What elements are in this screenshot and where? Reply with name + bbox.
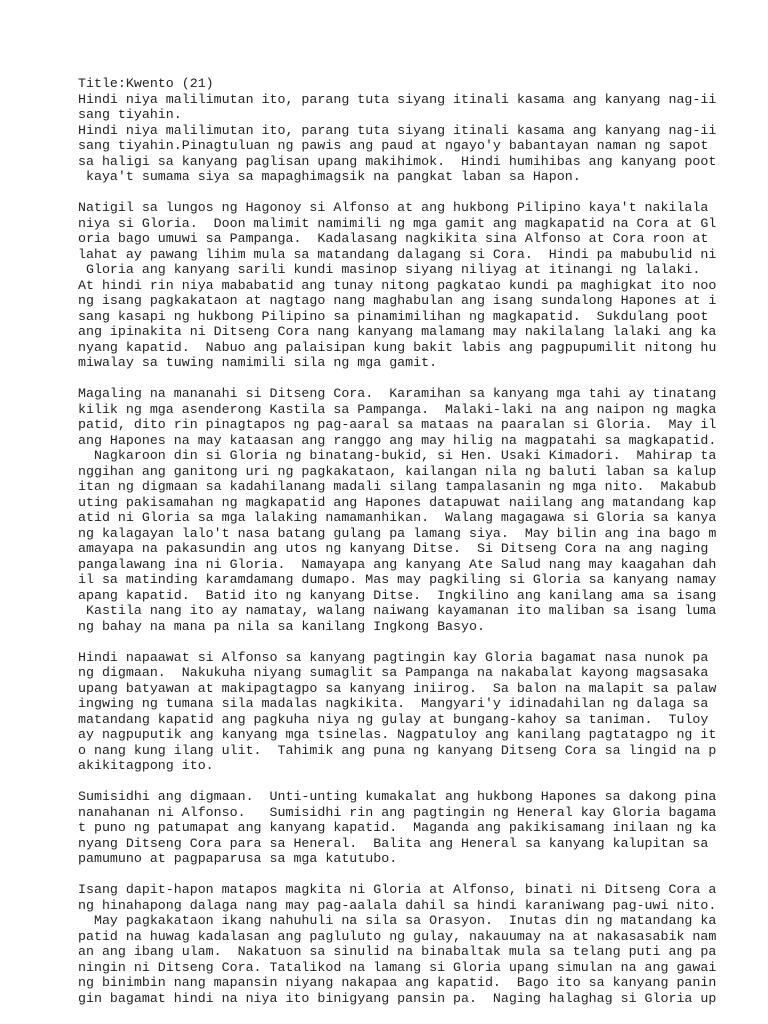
blank-line (78, 371, 758, 387)
text-line: Hindi niya malilimutan ito, parang tuta siyang itinali kasama ang kanyang nag-ii (78, 91, 717, 107)
text-line: atid ni Gloria sa mga lalaking namamanhikan. Walang magagawa si Gloria sa kanya (78, 510, 717, 525)
text-line: At hindi rin niya mababatid ang tunay nitong pagkatao kundi pa maghigkat ito noo (78, 277, 717, 293)
text-line: ng hinahapong dalaga nang may pag-aalala dahil sa hindi karaniwang pag-uwi nito. (78, 897, 717, 913)
text-line: Kastila nang ito ay namatay, walang naiwang kayamanan ito maliban sa isang luma (78, 603, 717, 618)
text-line: pangalawang ina ni Gloria. Namayapa ang kanyang Ate Salud nang may kaagahan dah (78, 556, 717, 572)
text-line: il sa matinding karamdamang dumapo. Mas may pagkiling si Gloria sa kanyang namay (78, 572, 717, 587)
text-line: nanahanan ni Alfonso. Sumisidhi rin ang pagtingin ng Heneral kay Gloria bagama (78, 804, 717, 820)
text-line: ng kalagayan lalo't nasa batang gulang pa lamang siya. May bilin ang ina bago m (78, 525, 717, 541)
text-line: ang Hapones na may kataasan ang ranggo ang may hilig na magpatahi sa magkapatid. (78, 432, 717, 448)
text-line: ng bahay na mana pa nila sa kanilang Ingkong Basyo. (78, 618, 485, 634)
text-line: Gloria ang kanyang sarili kundi masinop siyang niliyag at itinangi ng lalaki. (78, 262, 701, 277)
text-line: Magaling na mananahi si Ditseng Cora. Karamihan sa kanyang mga tahi ay tinatang (78, 386, 717, 401)
text-line: itan ng digmaan sa kadahilanang madali silang tampalasanin ng mga nito. Makabub (78, 479, 717, 494)
text-line: Sumisidhi ang digmaan. Unti-unting kumakalat ang hukbong Hapones sa dakong pina (78, 789, 717, 804)
text-line: miwalay sa tuwing namimili sila ng mga gamit. (78, 355, 438, 370)
text-line: ningin ni Ditseng Cora. Tatalikod na lamang si Gloria upang simulan na ang gawai (78, 959, 717, 975)
text-line: patid, dito rin pinagtapos ng pag-aaral sa mataas na paaralan si Gloria. May il (78, 417, 717, 432)
text-line: patid na huwag kadalasan ang pagluluto ng gulay, nakauumay na at nakasasabik nam (78, 928, 717, 944)
text-line: sa haligi sa kanyang paglisan upang makihimok. Hindi humihibas ang kanyang poot (78, 153, 717, 169)
text-line: nggihan ang ganitong uri ng pagkakataon, kailangan nila ng baluti laban sa kalup (78, 463, 717, 479)
text-line: an ang ibang ulam. Nakatuon sa sinulid na binabaltak mula sa telang puti ang pa (78, 944, 717, 959)
blank-line (78, 634, 758, 650)
text-line: ng isang pagkakataon at nagtago nang maghabulan ang isang sundalong Hapones at i (78, 293, 717, 308)
text-line: lahat ay pawang lihim mula sa matandang dalagang si Cora. Hindi pa mabubulid ni (78, 246, 717, 262)
text-line: Natigil sa lungos ng Hagonoy si Alfonso at ang hukbong Pilipino kaya't nakilala (78, 200, 709, 215)
text-line: gin bagamat hindi na niya ito binigyang pansin pa. Naging halaghag si Gloria up (78, 990, 717, 1006)
text-line: Isang dapit-hapon matapos magkita ni Gloria at Alfonso, binati ni Ditseng Cora a (78, 882, 717, 897)
blank-line (78, 867, 758, 883)
text-line: ng digmaan. Nakukuha niyang sumaglit sa Pampanga na nakabalat kayong magsasaka (78, 665, 709, 680)
text-line: sang kasapi ng hukbong Pilipino sa pinamimilihan ng magkapatid. Sukdulang poot (78, 308, 709, 324)
text-line: sang tiyahin. (78, 107, 182, 122)
text-line: akikitagpong ito. (78, 758, 214, 773)
text-line: Hindi niya malilimutan ito, parang tuta siyang itinali kasama ang kanyang nag-ii (78, 122, 717, 138)
text-line: nyang Ditseng Cora para sa Heneral. Balita ang Heneral sa kanyang kalupitan sa (78, 835, 709, 851)
document-body (78, 76, 758, 1006)
text-line: pamumuno at pagpaparusa sa mga katutubo. (78, 851, 398, 866)
text-line: May pagkakataon ikang nahuhuli na sila sa Orasyon. Inutas din ng matandang ka (78, 913, 717, 928)
text-line: matandang kapatid ang pagkuha niya ng gulay at bungang-kahoy sa taniman. Tuloy (78, 711, 709, 727)
text-line: amayapa na pakasundin ang utos ng kanyang Ditse. Si Ditseng Cora na ang naging (78, 541, 709, 556)
text-line: niya si Gloria. Doon malimit namimili ng mga gamit ang magkapatid na Cora at Gl (78, 215, 717, 231)
text-line: upang batyawan at makipagtagpo sa kanyang iniirog. Sa balon na malapit sa palaw (78, 680, 717, 696)
text-line: sang tiyahin.Pinagtuluan ng pawis ang paud at ngayo'y babantayan naman ng sapot (78, 138, 709, 153)
text-line: oria bago umuwi sa Pampanga. Kadalasang nagkikita sina Alfonso at Cora roon at (78, 231, 709, 246)
text-line: t puno ng patumapat ang kanyang kapatid. Maganda ang pakikisamang inilaan ng ka (78, 820, 717, 835)
blank-line (78, 185, 758, 201)
text-line: apang kapatid. Batid ito ng kanyang Ditse. Ingkilino ang kanilang ama sa isang (78, 587, 717, 603)
text-line: ang ipinakita ni Ditseng Cora nang kanyang malamang may nakilalang lalaki ang ka (78, 324, 717, 339)
text-line: uting pakisamahan ng magkapatid ang Hapones datapuwat naiilang ang matandang kap (78, 494, 717, 510)
text-line: ingwing ng tumana sila madalas nagkikita. Mangyari'y idinadahilan ng dalaga sa (78, 696, 709, 711)
text-line: ng binimbin nang mapansin niyang nakapaa ang kapatid. Bago ito sa kanyang panin (78, 975, 717, 990)
text-line: kilik ng mga asenderong Kastila sa Pampanga. Malaki-laki na ang naipon ng magka (78, 401, 717, 417)
text-line: nyang kapatid. Nabuo ang palaisipan kung bakit labis ang pagpupumilit nitong hu (78, 339, 717, 355)
blank-line (78, 774, 758, 790)
text-line: o nang kung ilang ulit. Tahimik ang puna ng kanyang Ditseng Cora sa lingid na p (78, 742, 717, 758)
text-line: Title:Kwento (21) (78, 76, 214, 91)
text-line: Hindi napaawat si Alfonso sa kanyang pagtingin kay Gloria bagamat nasa nunok pa (78, 649, 709, 665)
text-line: Nagkaroon din si Gloria ng binatang-bukid, si Hen. Usaki Kimadori. Mahirap ta (78, 448, 717, 463)
text-line: ay nagpuputik ang kanyang mga tsinelas. Nagpatuloy ang kanilang pagtatagpo ng it (78, 727, 717, 742)
text-line: kaya't sumama siya sa mapaghimagsik na pangkat laban sa Hapon. (78, 169, 581, 184)
